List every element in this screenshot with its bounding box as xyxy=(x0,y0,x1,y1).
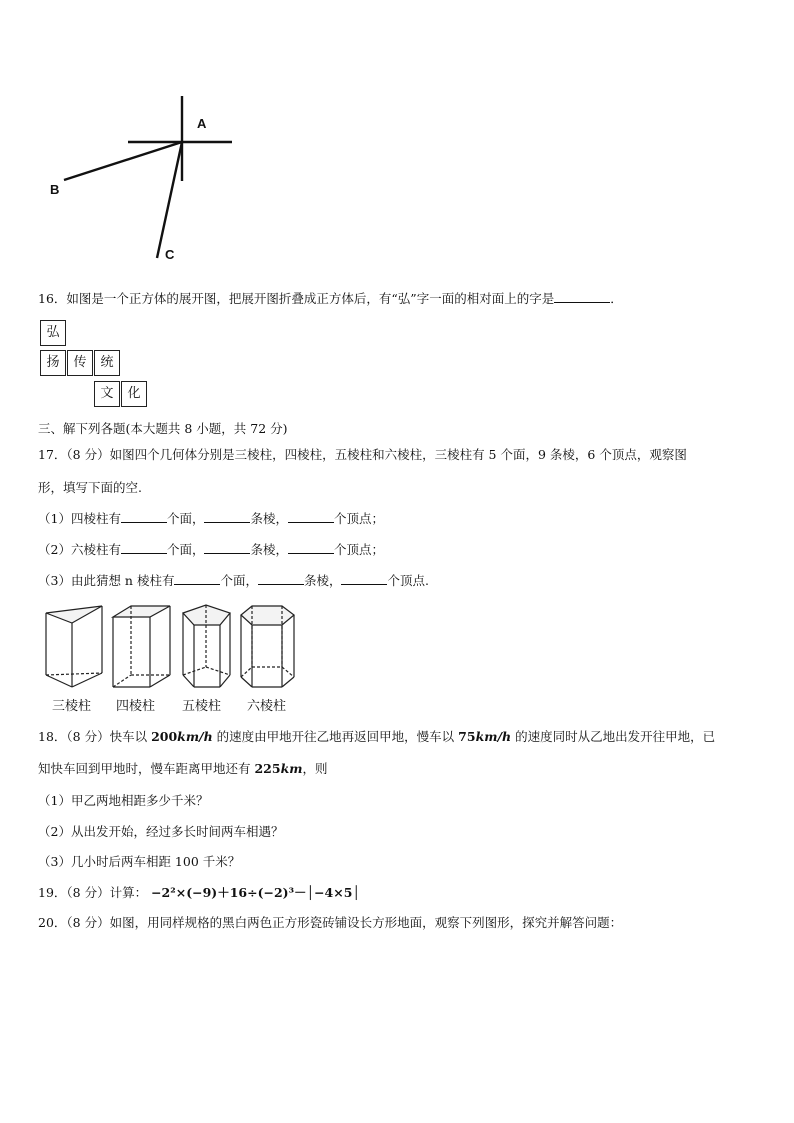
q17-3-edges-blank[interactable] xyxy=(258,572,304,585)
net-cell-chuan: 传 xyxy=(67,350,93,376)
q17-2-edges-blank[interactable] xyxy=(204,541,250,554)
pentagonal-prism xyxy=(183,605,230,687)
triangular-prism xyxy=(46,606,102,687)
caption-hexagonal-prism: 六棱柱 xyxy=(247,699,287,714)
q17-part1: （1）四棱柱有 个面， 条棱， 个顶点； xyxy=(38,511,385,526)
net-cell-hua: 化 xyxy=(121,381,147,407)
ray-ab xyxy=(64,142,182,180)
q17-2-faces-blank[interactable] xyxy=(121,541,167,554)
q18-part2: （2）从出发开始，经过多长时间两车相遇？ xyxy=(38,824,284,839)
q17-1-edges-blank[interactable] xyxy=(204,510,250,523)
q17-1-vertices-blank[interactable] xyxy=(288,510,334,523)
quadrangular-prism xyxy=(113,606,170,687)
net-cell-tong: 统 xyxy=(94,350,120,376)
caption-quadrangular-prism: 四棱柱 xyxy=(116,699,156,714)
section-3-heading: 三、解下列各题(本大题共 8 小题，共 72 分) xyxy=(38,421,288,436)
hexagonal-prism xyxy=(241,606,294,687)
q17-part3: （3）由此猜想 n 棱柱有 个面， 条棱， 个顶点. xyxy=(38,573,429,588)
q18-line1: 18．（8 分）快车以 200km/h 的速度由甲地开往乙地再返回甲地，慢车以 75km/h 的速度同时从乙地出发开往甲地，已 xyxy=(38,729,716,744)
angle-figure xyxy=(40,88,260,268)
ray-ac xyxy=(157,142,182,258)
q18-line2: 知快车回到甲地时，慢车距离甲地还有 225km，则 xyxy=(38,761,328,776)
cube-net xyxy=(40,320,160,415)
caption-triangular-prism: 三棱柱 xyxy=(52,699,92,714)
net-cell-wen: 文 xyxy=(94,381,120,407)
q17-3-faces-blank[interactable] xyxy=(174,572,220,585)
q19-line: 19．（8 分）计算： −2²×(−9)＋16÷(−2)³－│−4×5│ xyxy=(38,885,360,900)
q17-1-faces-blank[interactable] xyxy=(121,510,167,523)
label-a: A xyxy=(197,116,207,131)
q20-line: 20．（8 分）如图，用同样规格的黑白两色正方形瓷砖铺设长方形地面，观察下列图形，探究并解答问题： xyxy=(38,915,623,930)
q17-2-vertices-blank[interactable] xyxy=(288,541,334,554)
q17-3-vertices-blank[interactable] xyxy=(341,572,387,585)
q17-line2: 形，填写下面的空. xyxy=(38,480,142,495)
q16-text: 16．如图是一个正方体的展开图，把展开图折叠成正方体后，有“弘”字一面的相对面上的字是 ． xyxy=(38,291,623,306)
label-b: B xyxy=(50,182,60,197)
caption-pentagonal-prism: 五棱柱 xyxy=(182,699,222,714)
q18-part1: （1）甲乙两地相距多少千米？ xyxy=(38,793,209,808)
label-c: C xyxy=(165,247,175,262)
q18-part3: （3）几小时后两车相距 100 千米？ xyxy=(38,854,241,869)
q17-part2: （2）六棱柱有 个面， 条棱， 个顶点； xyxy=(38,542,385,557)
q17-line1: 17．（8 分）如图四个几何体分别是三棱柱，四棱柱，五棱柱和六棱柱，三棱柱有 5 个面，9 条棱，6 个顶点，观察图 xyxy=(38,447,687,462)
prisms-figure xyxy=(38,603,308,695)
net-cell-yang: 扬 xyxy=(40,350,66,376)
q16-blank[interactable] xyxy=(554,290,610,303)
q19-expression: −2²×(−9)＋16÷(−2)³－│−4×5│ xyxy=(151,885,360,900)
net-cell-hong: 弘 xyxy=(40,320,66,346)
